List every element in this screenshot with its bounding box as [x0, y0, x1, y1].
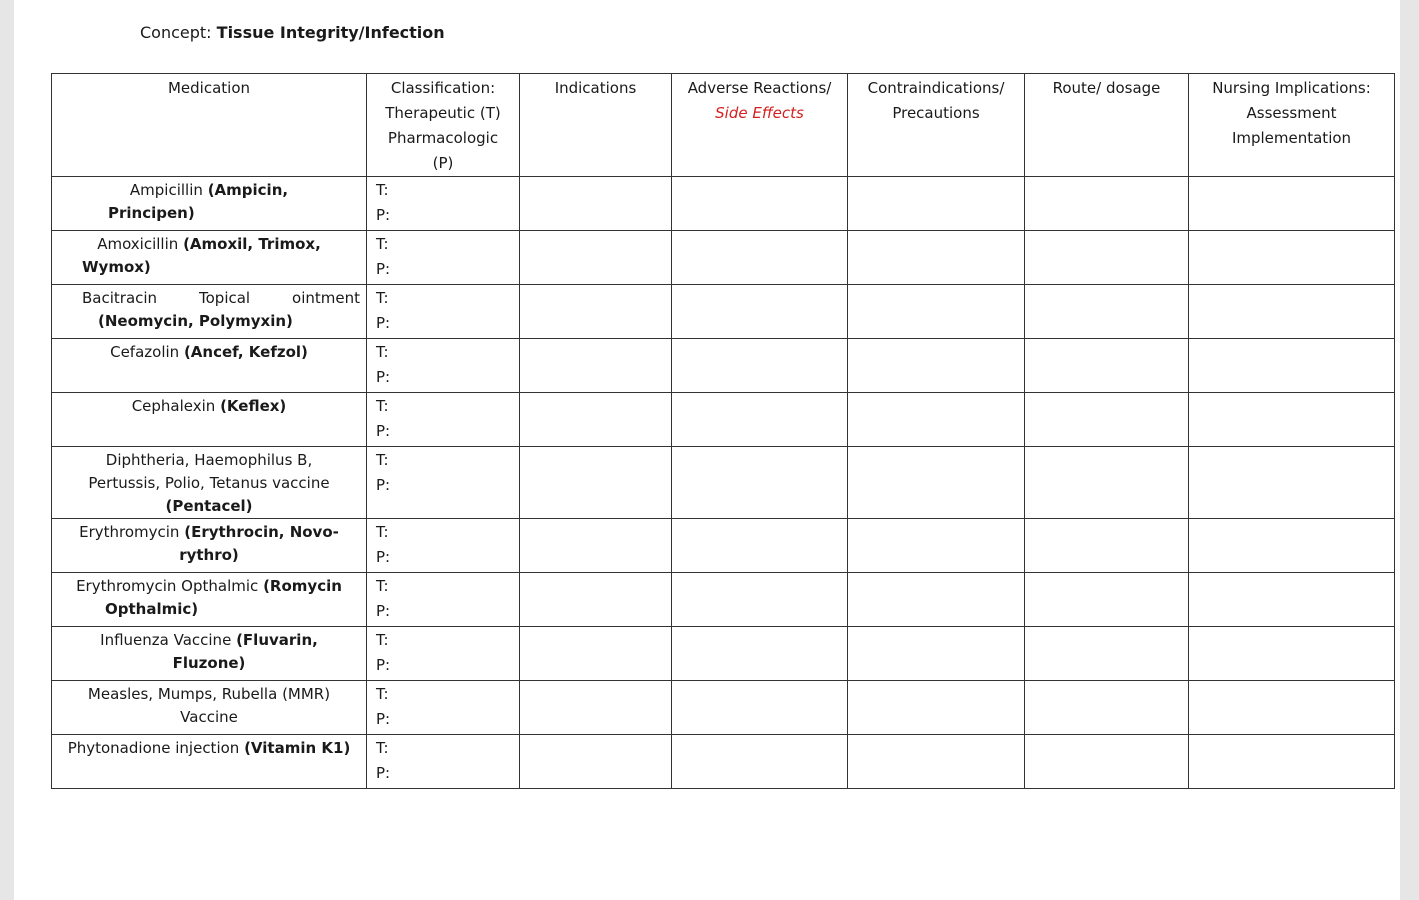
medication-cell: Phytonadione injection (Vitamin K1): [52, 735, 367, 789]
adverse-cell[interactable]: [672, 393, 848, 447]
medication-table: [51, 73, 1395, 789]
medication-cell: Diphtheria, Haemophilus B, Pertussis, Polio, Tetanus vaccine (Pentacel): [52, 447, 367, 519]
table-row: [52, 735, 1395, 789]
concept-heading: [140, 22, 445, 44]
contraindications-cell[interactable]: [848, 735, 1025, 789]
classification-cell[interactable]: T: P:: [367, 177, 520, 231]
indications-cell[interactable]: [520, 339, 672, 393]
contraindications-cell[interactable]: [848, 177, 1025, 231]
adverse-cell[interactable]: [672, 231, 848, 285]
route-cell[interactable]: [1025, 339, 1189, 393]
classification-cell[interactable]: T: P:: [367, 735, 520, 789]
classification-cell[interactable]: T: P:: [367, 627, 520, 681]
adverse-cell[interactable]: [672, 285, 848, 339]
header-indications: Indications: [520, 74, 672, 177]
table-row: [52, 177, 1395, 231]
contraindications-cell[interactable]: [848, 573, 1025, 627]
table-row: [52, 339, 1395, 393]
classification-cell[interactable]: T: P:: [367, 447, 520, 519]
header-nursing-implications: Nursing Implications: Assessment Implementation: [1189, 74, 1395, 177]
classification-cell[interactable]: T: P:: [367, 339, 520, 393]
route-cell[interactable]: [1025, 573, 1189, 627]
adverse-cell[interactable]: [672, 681, 848, 735]
header-route-dosage: Route/ dosage: [1025, 74, 1189, 177]
nursing-cell[interactable]: [1189, 519, 1395, 573]
contraindications-cell[interactable]: [848, 519, 1025, 573]
table-row: [52, 627, 1395, 681]
indications-cell[interactable]: [520, 573, 672, 627]
header-contraindications: Contraindications/ Precautions: [848, 74, 1025, 177]
adverse-cell[interactable]: [672, 573, 848, 627]
medication-cell: Cephalexin (Keflex): [52, 393, 367, 447]
indications-cell[interactable]: [520, 681, 672, 735]
adverse-cell[interactable]: [672, 447, 848, 519]
classification-cell[interactable]: T: P:: [367, 519, 520, 573]
adverse-cell[interactable]: [672, 177, 848, 231]
contraindications-cell[interactable]: [848, 393, 1025, 447]
table-row: [52, 393, 1395, 447]
adverse-cell[interactable]: [672, 735, 848, 789]
route-cell[interactable]: [1025, 447, 1189, 519]
route-cell[interactable]: [1025, 519, 1189, 573]
contraindications-cell[interactable]: [848, 285, 1025, 339]
medication-cell: Influenza Vaccine (Fluvarin, Fluzone): [52, 627, 367, 681]
medication-cell: Measles, Mumps, Rubella (MMR) Vaccine: [52, 681, 367, 735]
nursing-cell[interactable]: [1189, 447, 1395, 519]
header-classification: Classification: Therapeutic (T) Pharmacologic (P): [367, 74, 520, 177]
nursing-cell[interactable]: [1189, 573, 1395, 627]
indications-cell[interactable]: [520, 627, 672, 681]
route-cell[interactable]: [1025, 231, 1189, 285]
indications-cell[interactable]: [520, 285, 672, 339]
classification-cell[interactable]: T: P:: [367, 285, 520, 339]
route-cell[interactable]: [1025, 627, 1189, 681]
classification-cell[interactable]: T: P:: [367, 681, 520, 735]
classification-cell[interactable]: T: P:: [367, 573, 520, 627]
route-cell[interactable]: [1025, 393, 1189, 447]
table-row: [52, 447, 1395, 519]
table-row: [52, 519, 1395, 573]
contraindications-cell[interactable]: [848, 681, 1025, 735]
concept-value: Tissue Integrity/Infection: [216, 23, 445, 42]
classification-cell[interactable]: T: P:: [367, 231, 520, 285]
medication-cell: Erythromycin Opthalmic (Romycin Opthalmic): [52, 573, 367, 627]
table-row: [52, 573, 1395, 627]
table-row: [52, 285, 1395, 339]
header-adverse-reactions: Adverse Reactions/ Side Effects: [672, 74, 848, 177]
route-cell[interactable]: [1025, 735, 1189, 789]
header-row: [52, 74, 1395, 177]
indications-cell[interactable]: [520, 519, 672, 573]
adverse-cell[interactable]: [672, 519, 848, 573]
indications-cell[interactable]: [520, 393, 672, 447]
medication-cell: Amoxicillin (Amoxil, Trimox, Wymox): [52, 231, 367, 285]
nursing-cell[interactable]: [1189, 735, 1395, 789]
indications-cell[interactable]: [520, 447, 672, 519]
adverse-cell[interactable]: [672, 339, 848, 393]
medication-cell: Cefazolin (Ancef, Kefzol): [52, 339, 367, 393]
indications-cell[interactable]: [520, 231, 672, 285]
nursing-cell[interactable]: [1189, 681, 1395, 735]
table-row: [52, 681, 1395, 735]
indications-cell[interactable]: [520, 735, 672, 789]
medication-cell: Ampicillin (Ampicin, Principen): [52, 177, 367, 231]
route-cell[interactable]: [1025, 177, 1189, 231]
medication-cell: Bacitracin Topical ointment (Neomycin, Polymyxin): [52, 285, 367, 339]
nursing-cell[interactable]: [1189, 177, 1395, 231]
indications-cell[interactable]: [520, 177, 672, 231]
header-medication: Medication: [52, 74, 367, 177]
contraindications-cell[interactable]: [848, 339, 1025, 393]
contraindications-cell[interactable]: [848, 447, 1025, 519]
nursing-cell[interactable]: [1189, 339, 1395, 393]
nursing-cell[interactable]: [1189, 627, 1395, 681]
nursing-cell[interactable]: [1189, 285, 1395, 339]
classification-cell[interactable]: T: P:: [367, 393, 520, 447]
contraindications-cell[interactable]: [848, 627, 1025, 681]
document-page: [14, 0, 1400, 900]
nursing-cell[interactable]: [1189, 231, 1395, 285]
side-effects-label: Side Effects: [715, 104, 804, 122]
route-cell[interactable]: [1025, 285, 1189, 339]
medication-cell: Erythromycin (Erythrocin, Novo- rythro): [52, 519, 367, 573]
contraindications-cell[interactable]: [848, 231, 1025, 285]
concept-label: Concept:: [140, 23, 212, 42]
route-cell[interactable]: [1025, 681, 1189, 735]
table-row: [52, 231, 1395, 285]
nursing-cell[interactable]: [1189, 393, 1395, 447]
adverse-cell[interactable]: [672, 627, 848, 681]
